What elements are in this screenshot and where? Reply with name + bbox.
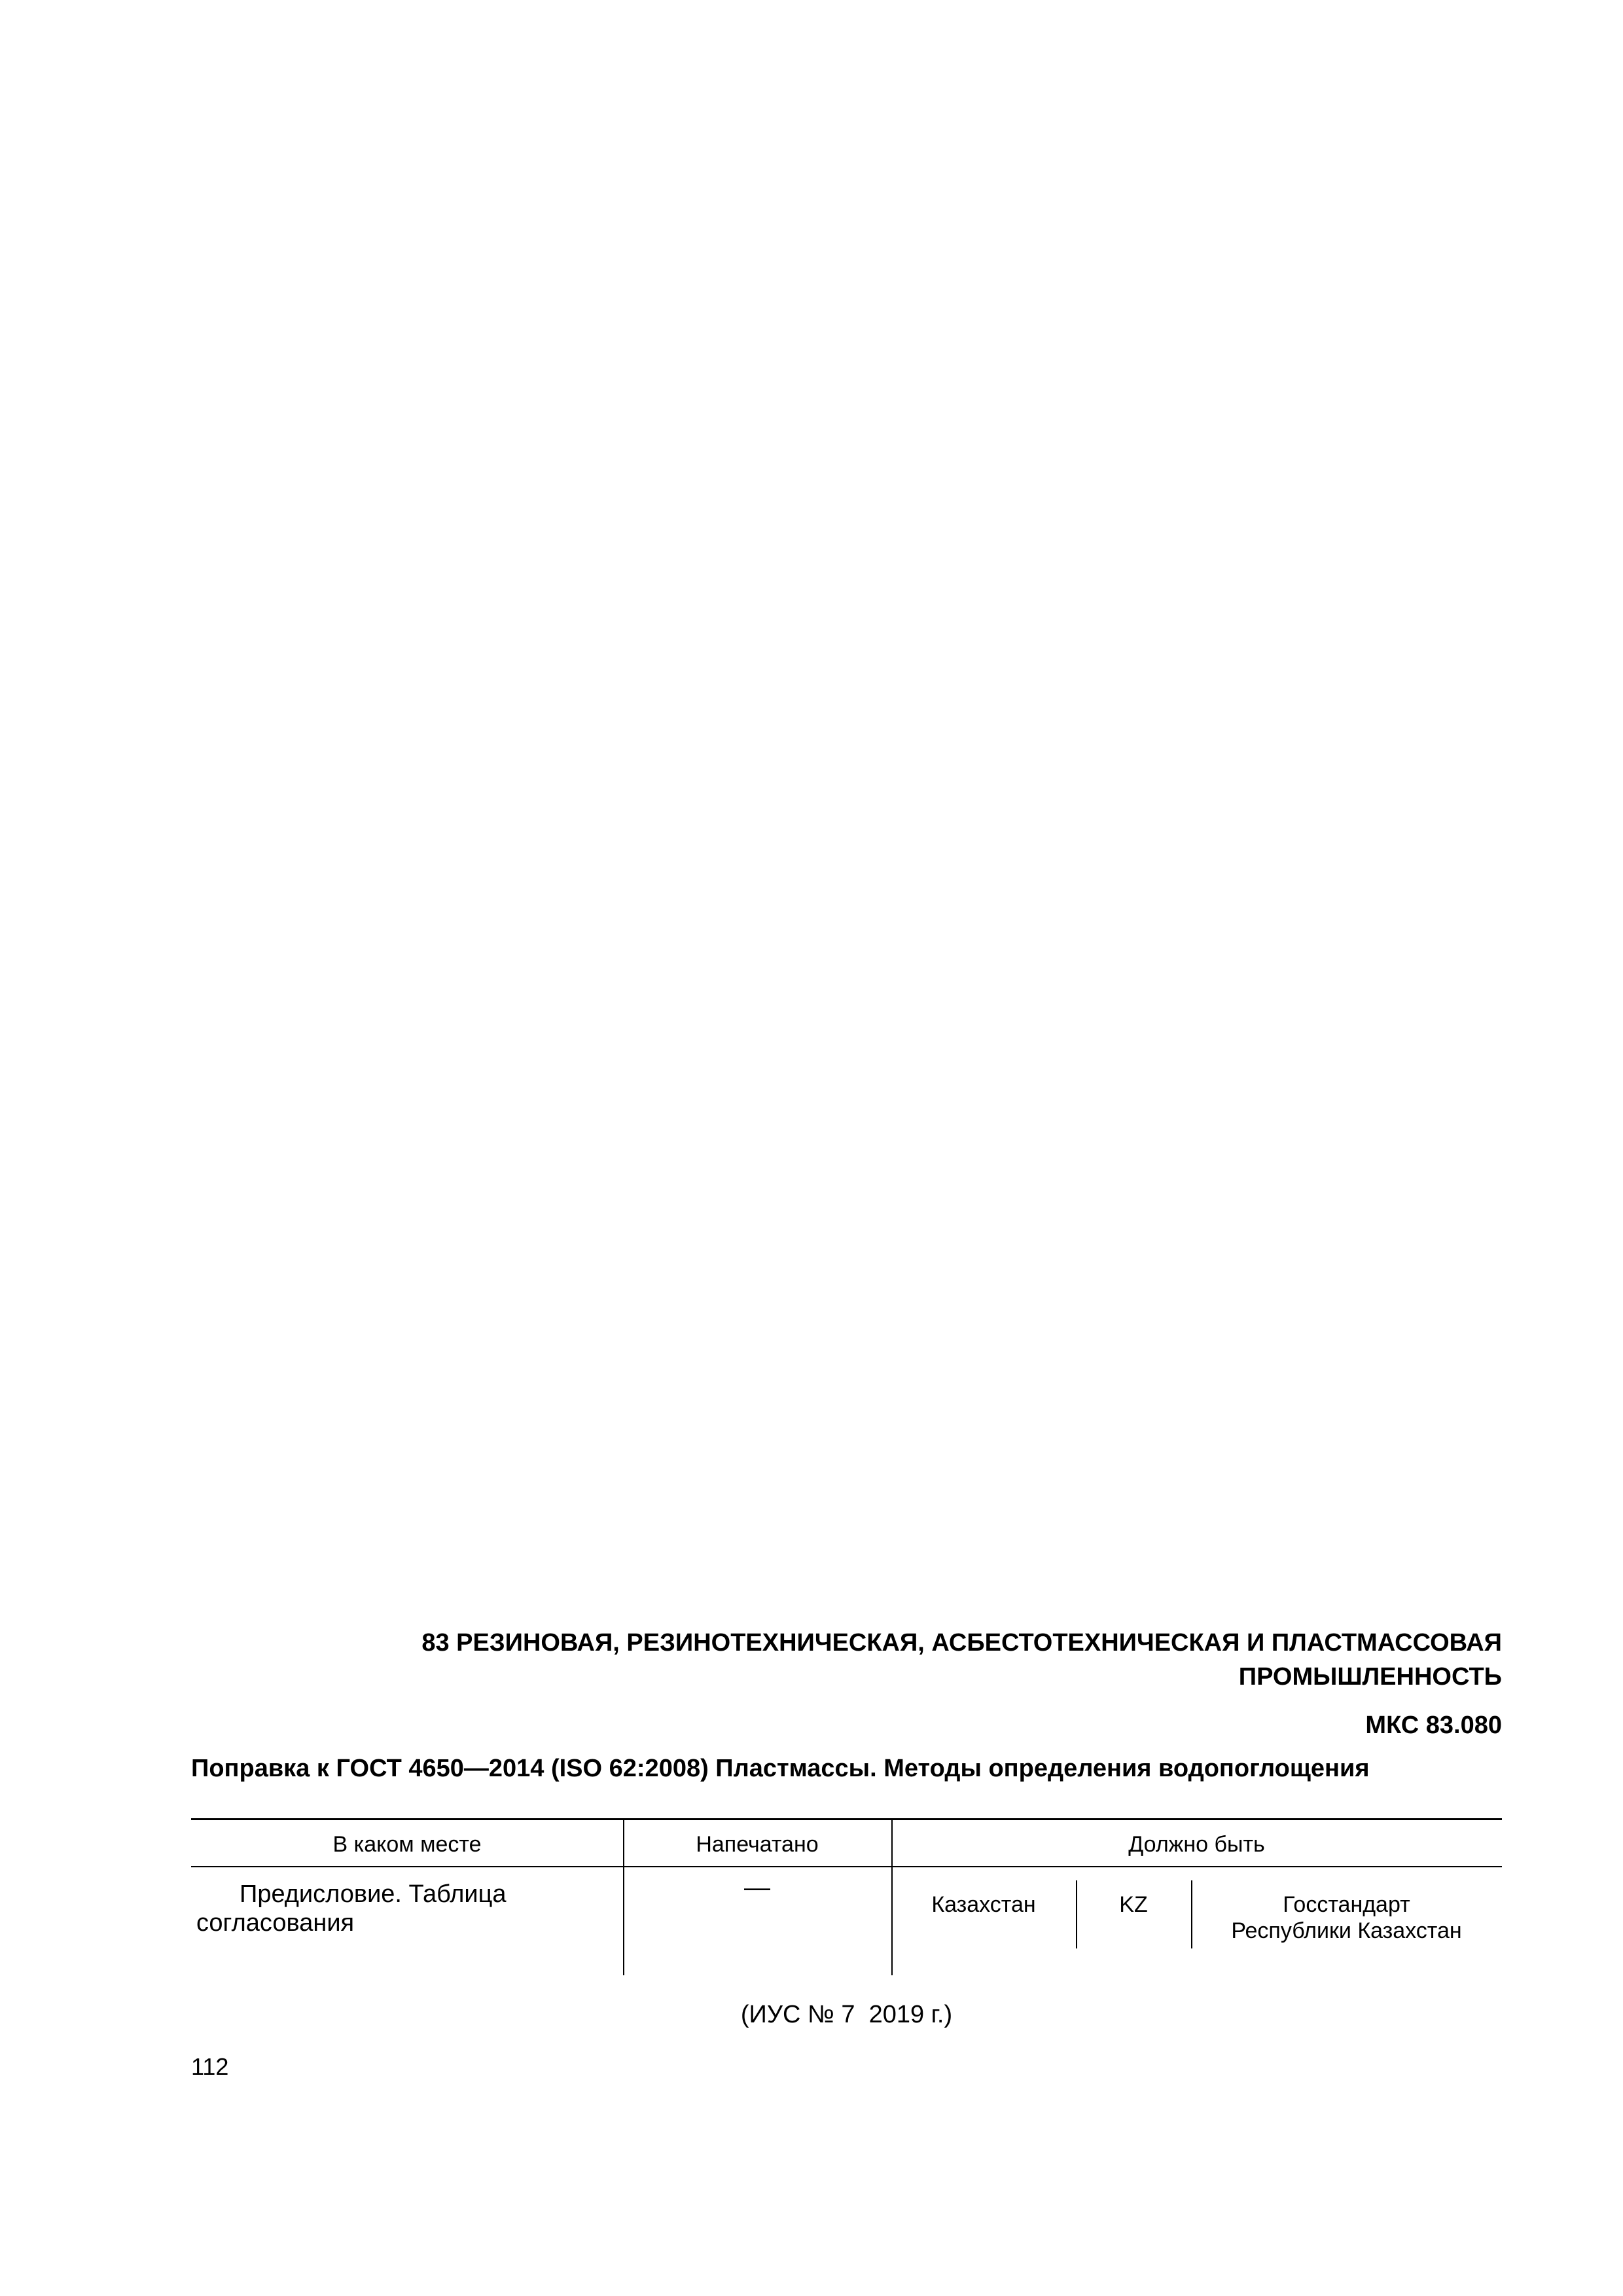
page-number: 112 bbox=[191, 2053, 229, 2080]
amendment-title: Поправка к ГОСТ 4650—2014 (ISO 62:2008) Пластмассы. Методы определения водопоглощения bbox=[191, 1755, 1370, 1782]
cell-authority bbox=[1191, 1892, 1502, 1944]
section-heading-line-2: ПРОМЫШЛЕННОСТЬ bbox=[1238, 1663, 1502, 1691]
cell-place: Предисловие. Таблица согласования bbox=[196, 1880, 507, 1937]
table-top-rule bbox=[191, 1818, 1502, 1820]
table-header-rule bbox=[191, 1866, 1502, 1867]
mks-code: МКС 83.080 bbox=[1365, 1712, 1502, 1739]
header-should-be: Должно быть bbox=[1128, 1832, 1265, 1857]
section-heading-line-1: 83 РЕЗИНОВАЯ, РЕЗИНОТЕХНИЧЕСКАЯ, АСБЕСТОТЕХНИЧЕСКАЯ И ПЛАСТМАССОВАЯ bbox=[421, 1629, 1502, 1657]
cell-authority-line-2: Республики Казахстан bbox=[1231, 1918, 1462, 1943]
cell-country: Казахстан bbox=[931, 1892, 1036, 1917]
correction-table bbox=[191, 1818, 1502, 1975]
header-printed: Напечатано bbox=[696, 1832, 819, 1857]
cell-authority-line-1: Госстандарт bbox=[1283, 1892, 1410, 1917]
section-heading bbox=[288, 1626, 1502, 1694]
cell-code: KZ bbox=[1119, 1892, 1148, 1917]
cell-printed: — bbox=[744, 1873, 770, 1902]
issue-reference: (ИУС № 7 2019 г.) bbox=[740, 2001, 953, 2028]
header-place: В каком месте bbox=[332, 1832, 482, 1857]
